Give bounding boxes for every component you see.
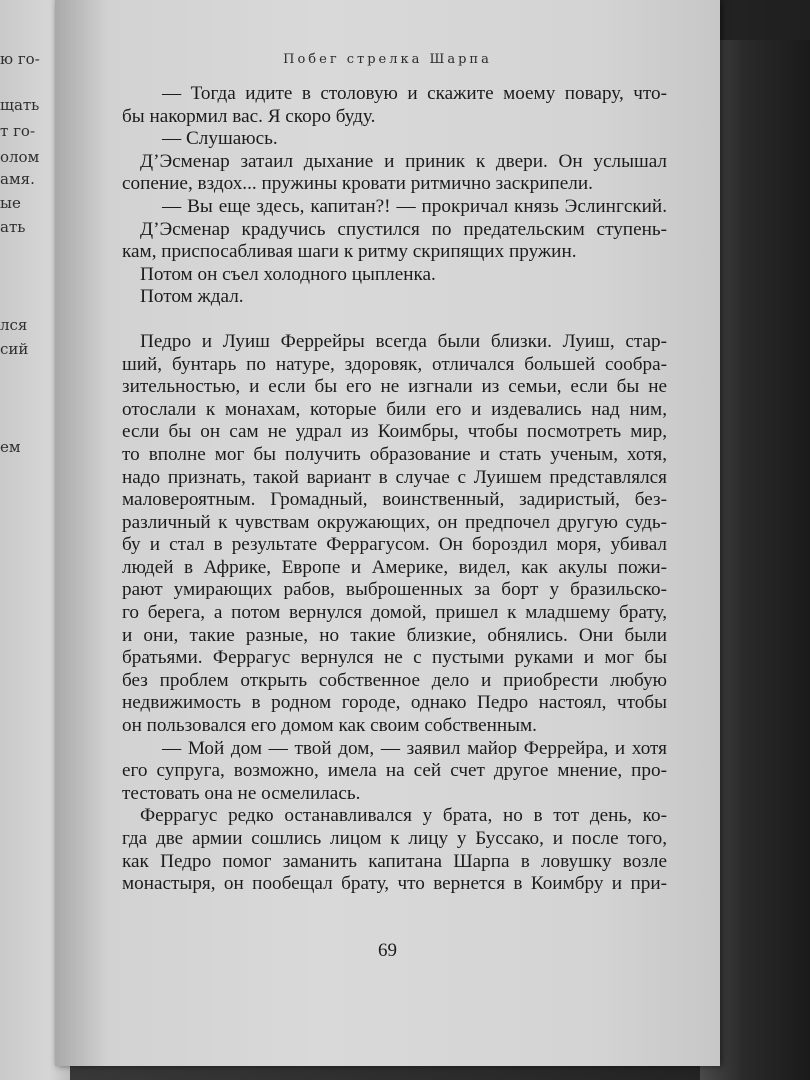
text-line: зительностью, и если бы его не изгнали из семьи, если бы не [122,376,667,398]
text-line: если бы он сам не удрал из Коимбры, чтобы посмотреть мир, [122,421,667,443]
left-fragment: ые [0,194,21,212]
text-line: он пользовался его домом как своим собственным. [122,715,537,737]
text-line: — Вы еще здесь, капитан?! — прокричал князь Эслингский. [162,195,667,217]
left-fragment: ать [0,218,26,236]
text-line: го берега, а потом вернулся домой, пришел к младшему брату, [122,602,667,624]
text-line: братьями. Феррагус вернулся не с пустыми руками и мог бы [122,647,667,669]
left-fragment: ю го- [0,50,40,68]
text-line: — Мой дом — твой дом, — заявил майор Феррейра, и хотя [162,737,667,759]
left-fragment: амя. [0,170,35,188]
text-line: как Педро помог заманить капитана Шарпа в ловушку возле [122,850,667,872]
text-line: и они, такие разные, но такие близкие, обнялись. Они были [122,624,667,646]
text-line: бы накормил вас. Я скоро буду. [122,105,376,127]
text-line: бу и стал в результате Феррагусом. Он бороздил моря, убивал [122,534,667,556]
page-text [122,83,667,896]
text-line: гда две армии сошлись лицом к лицу у Буссако, и после того, [122,828,667,849]
left-fragment: лся [0,316,28,334]
left-fragment: т го- [0,122,36,140]
left-fragment: щать [0,96,40,114]
text-line: без проблем открыть собственное дело и приобрести любую [122,669,667,691]
page-number: 69 [378,940,397,961]
running-head: Побег стрелка Шарпа [283,52,492,67]
text-line: — Слушаюсь. [162,128,278,150]
text-line: — Тогда идите в столовую и скажите моему повару, что- [162,83,667,104]
left-fragment: ем [0,438,21,456]
text-line: Потом он съел холодного цыпленка. [140,263,436,285]
text-line: ший, бунтарь по натуре, здоровяк, отличался большей сообра- [122,353,667,375]
text-line: Педро и Луиш Феррейры всегда были близки. Луиш, стар- [140,330,667,352]
text-line: маловероятным. Громадный, воинственный, задиристый, без- [122,489,667,511]
text-line: сопение, вздох... пружины кровати ритмично заскрипели. [122,173,593,195]
text-line: недвижимость в родном городе, однако Педро настоял, чтобы [122,692,667,714]
text-line: то вполне мог бы получить образование и стать ученым, хотя, [122,443,667,465]
text-line: людей в Африке, Европе и Америке, видел, как акулы пожи- [122,556,667,578]
text-line: отослали к монахам, которые били его и издевались над ним, [122,398,667,420]
text-line: Д’Эсменар затаил дыхание и приник к двери. Он услышал [140,150,667,172]
section-break [122,309,667,331]
text-line: Д’Эсменар крадучись спустился по предательским ступень- [140,218,667,240]
text-line: надо признать, такой вариант в случае с Луишем представлялся [122,466,667,488]
text-line: Феррагус редко останавливался у брата, но в тот день, ко- [140,805,667,827]
text-line: монастыря, он пообещал брату, что вернется в Коимбру и при- [122,873,667,895]
text-line: тестовать она не осмелилась. [122,782,361,804]
text-line: кам, приспосабливая шаги к ритму скрипящих пружин. [122,241,577,263]
left-fragment: олом [0,148,40,166]
text-line: его супруга, возможно, имела на сей счет другое мнение, про- [122,760,667,782]
left-fragment: сий [0,340,29,358]
text-line: различный к чувствам окружающих, он предпочел другую судь- [122,511,667,533]
text-line: рают умирающих рабов, выброшенных за борт у бразильско- [122,579,667,601]
book-page [55,0,720,1066]
text-line: Потом ждал. [140,286,244,308]
